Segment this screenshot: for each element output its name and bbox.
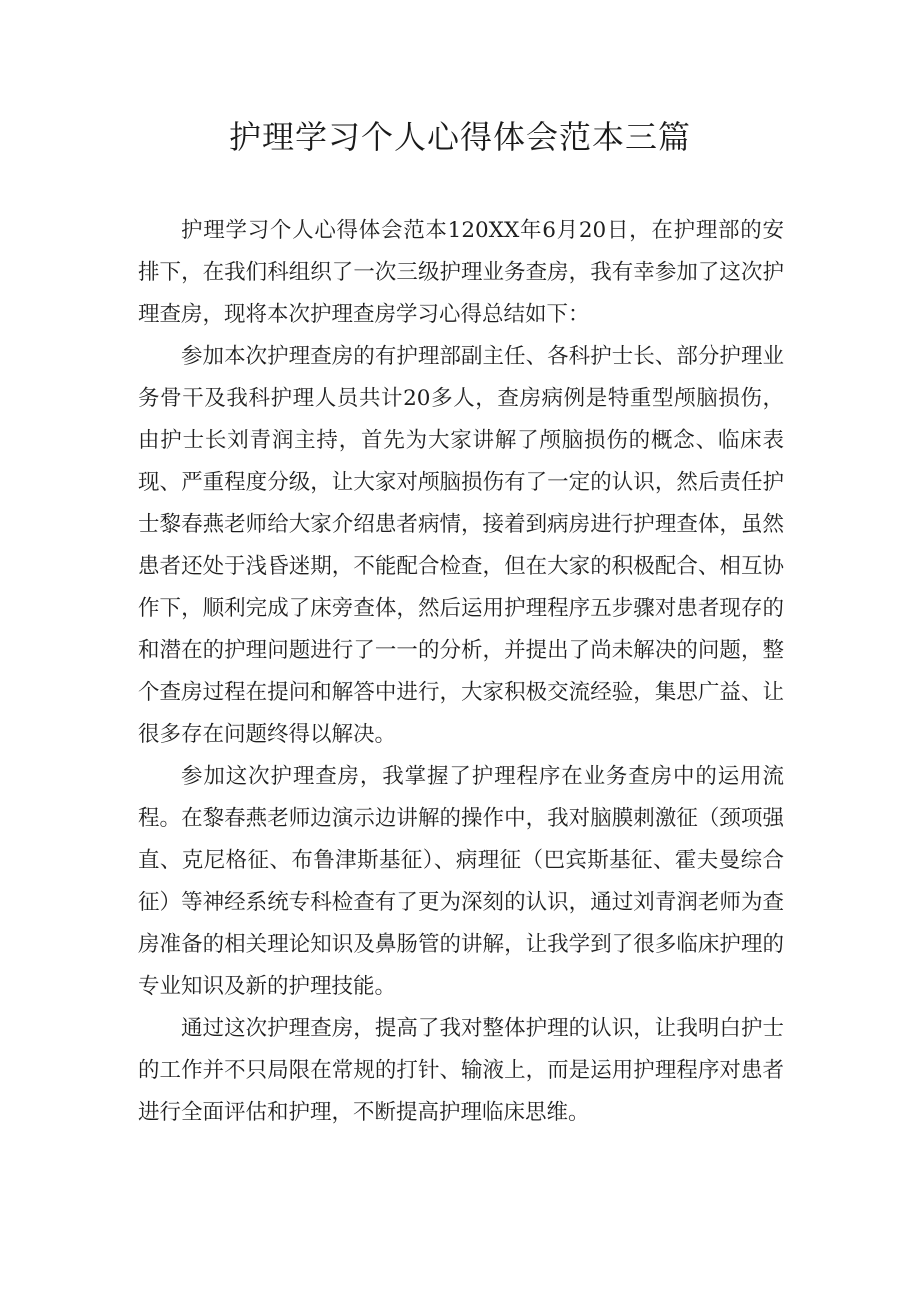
- document-body: [138, 210, 784, 1134]
- document-title: 护理学习个人心得体会范本三篇: [228, 118, 691, 156]
- paragraph-2: 参加本次护理查房的有护理部副主任、各科护士长、部分护理业务骨干及我科护理人员共计20多人，查房病例是特重型颅脑损伤，由护士长刘青润主持，首先为大家讲解了颅脑损伤的概念、临床表现、严重程度分级，让大家对颅脑损伤有了一定的认识，然后责任护士黎春燕老师给大家介绍患者病情，接着到病房进行护理查体，虽然患者还处于浅昏迷期，不能配合检查，但在大家的积极配合、相互协作下，顺利完成了床旁查体，然后运用护理程序五步骤对患者现存的和潜在的护理问题进行了一一的分析，并提出了尚未解决的问题，整个查房过程在提问和解答中进行，大家积极交流经验，集思广益、让很多存在问题终得以解决。: [138, 344, 784, 747]
- paragraph-1: 护理学习个人心得体会范本120XX年6月20日，在护理部的安排下，在我们科组织了一次三级护理业务查房，我有幸参加了这次护理查房，现将本次护理查房学习心得总结如下：: [138, 218, 784, 327]
- paragraph-4: 通过这次护理查房，提高了我对整体护理的认识，让我明白护士的工作并不只局限在常规的打针、输液上，而是运用护理程序对患者进行全面评估和护理，不断提高护理临床思维。: [138, 1016, 784, 1125]
- paragraph-3: 参加这次护理查房，我掌握了护理程序在业务查房中的运用流程。在黎春燕老师边演示边讲解的操作中，我对脑膜刺激征（颈项强直、克尼格征、布鲁津斯基征）、病理征（巴宾斯基征、霍夫曼综合征）等神经系统专科检查有了更为深刻的认识，通过刘青润老师为查房准备的相关理论知识及鼻肠管的讲解，让我学到了很多临床护理的专业知识及新的护理技能。: [138, 764, 784, 999]
